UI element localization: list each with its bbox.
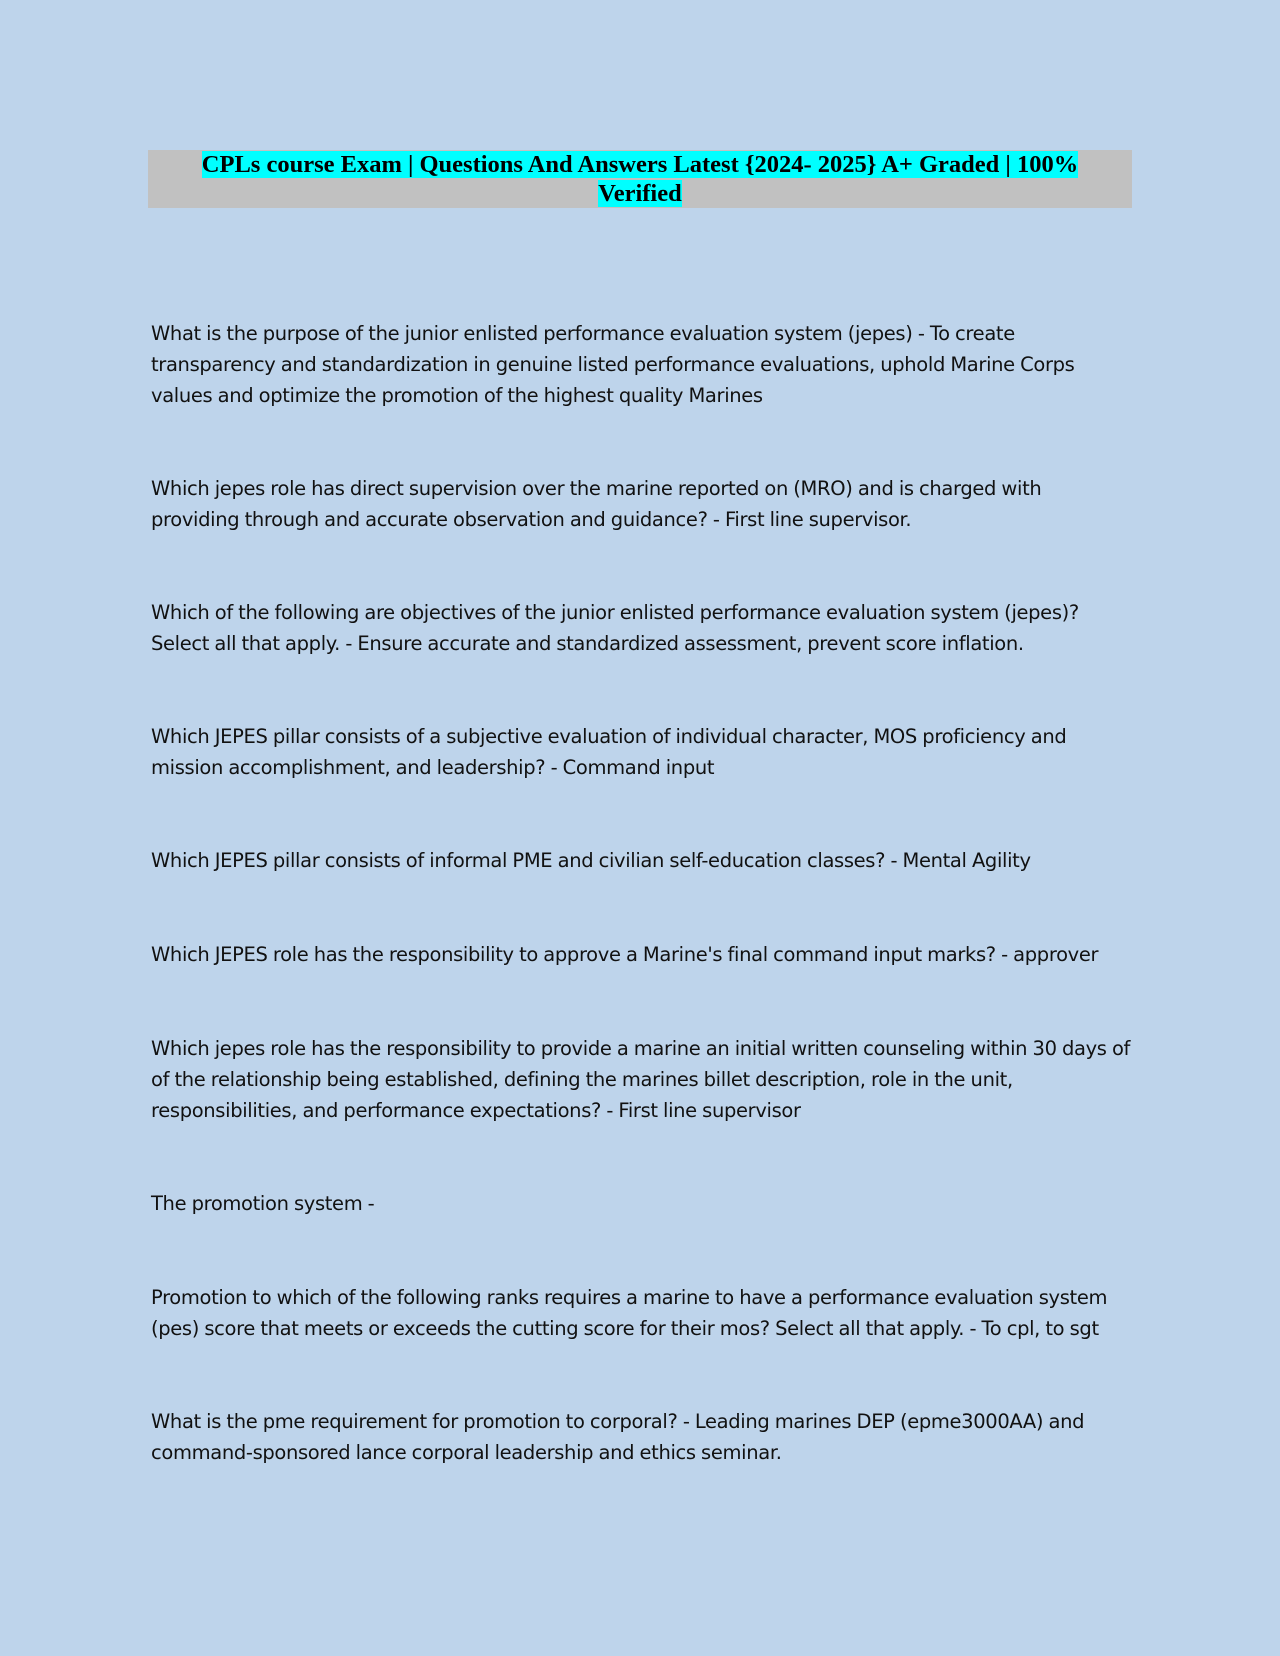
qa-item-1: What is the purpose of the junior enlisted performance evaluation system (jepes) - To create transparency and standardization in genuine listed performance evaluations, uphold Marine Corps values and optimize the promotion of the highest quality Marines [151, 322, 1075, 407]
qa-item-5: Which JEPES pillar consists of informal PME and civilian self-education classes? - Mental Agility [151, 849, 1031, 872]
qa-item-9: Promotion to which of the following ranks requires a marine to have a performance evaluation system (pes) score that meets or exceeds the cutting score for their mos? Select all that apply. - To cpl, to sgt [151, 1286, 1108, 1340]
qa-item-7: Which jepes role has the responsibility to provide a marine an initial written counseling within 30 days of of the relationship being established, defining the marines billet description, role in the unit, responsibilities, and performance expectations? - First line supervisor [151, 1037, 1131, 1122]
document-title [148, 150, 1132, 208]
qa-item-3: Which of the following are objectives of the junior enlisted performance evaluation system (jepes)? Select all that apply. - Ensure accurate and standardized assessment, prevent score inflation. [151, 601, 1079, 655]
qa-item-6: Which JEPES role has the responsibility to approve a Marine's final command input marks? - approver [151, 943, 1099, 966]
qa-item-8: The promotion system - [151, 1192, 375, 1215]
document-title-line1: CPLs course Exam | Questions And Answers Latest {2024- 2025} A+ Graded | 100% [201, 151, 1079, 178]
document-title-line2: Verified [598, 180, 682, 207]
qa-item-4: Which JEPES pillar consists of a subjective evaluation of individual character, MOS proficiency and mission accomplishment, and leadership? - Command input [151, 725, 1067, 779]
qa-item-2: Which jepes role has direct supervision over the marine reported on (MRO) and is charged with providing through and accurate observation and guidance? - First line supervisor. [151, 477, 1042, 531]
qa-item-10: What is the pme requirement for promotion to corporal? - Leading marines DEP (epme3000AA) and command-sponsored lance corporal leadership and ethics seminar. [151, 1410, 1085, 1464]
